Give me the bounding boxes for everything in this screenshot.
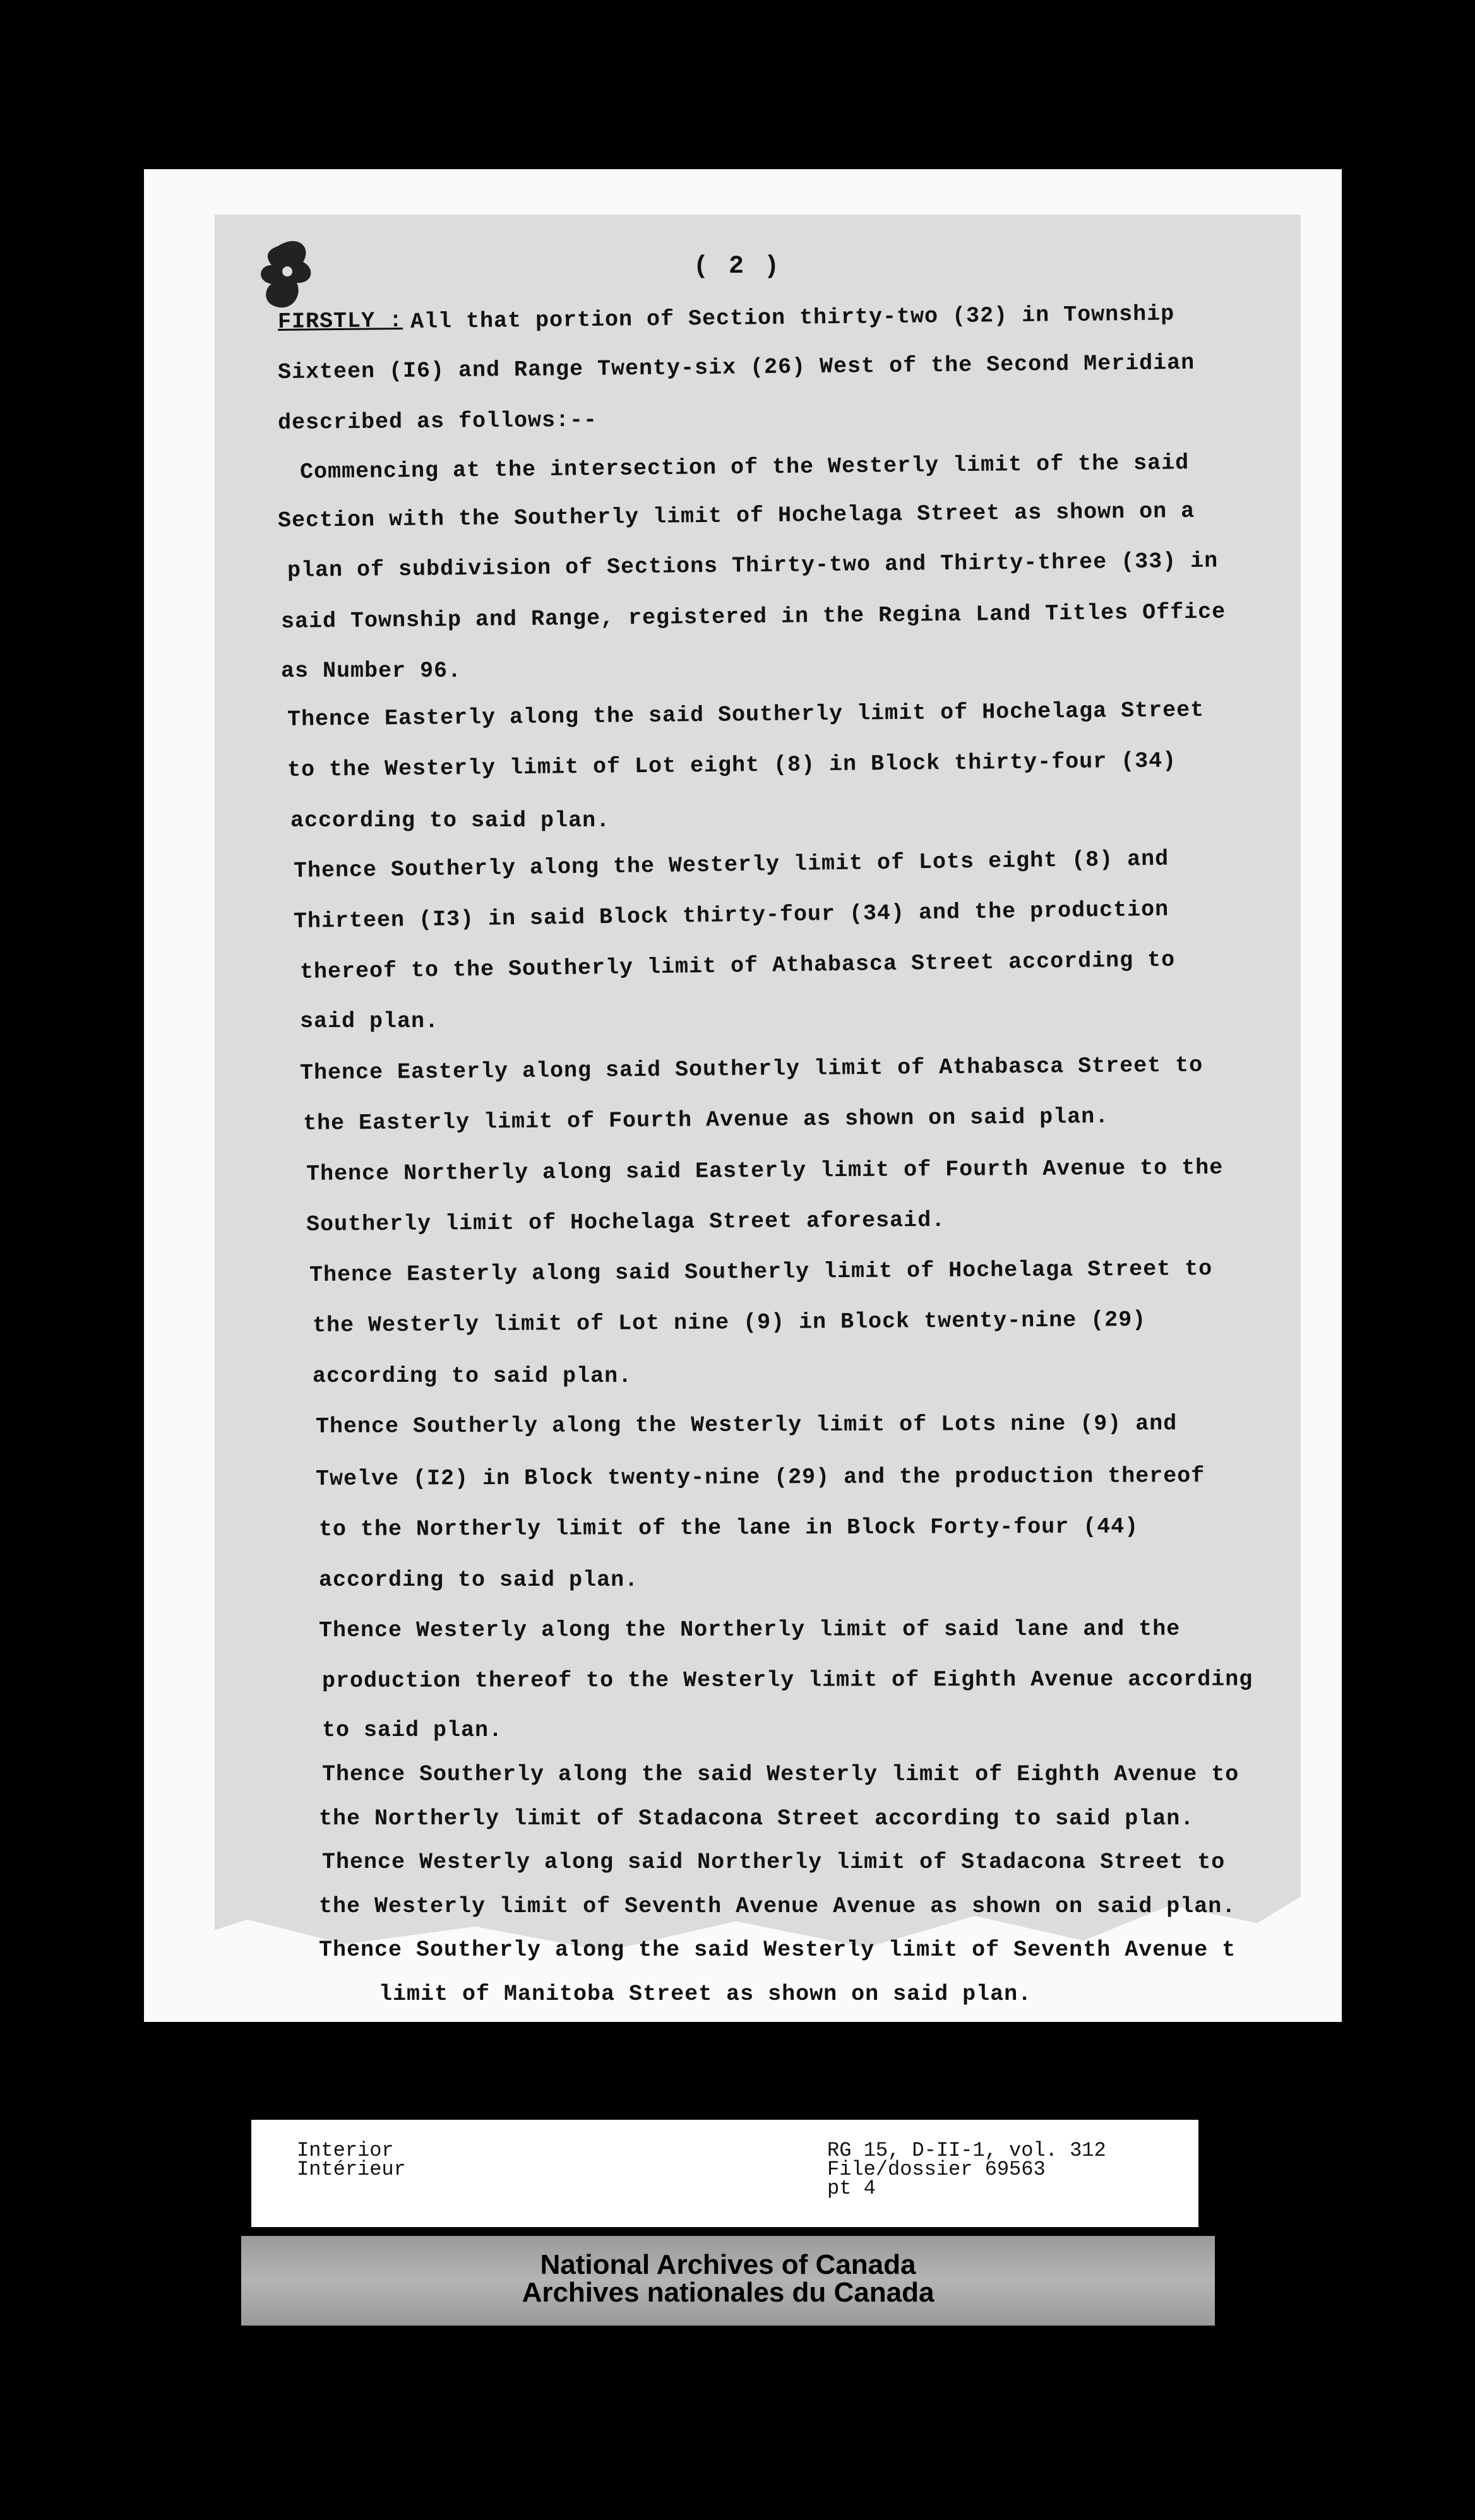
document-line: said Township and Range, registered in the Regina Land Titles Office [280, 599, 1226, 634]
document-line: the Northerly limit of Stadacona Street according to said plan. [319, 1806, 1195, 1831]
department-fr: Intérieur [297, 2158, 406, 2181]
reference-label [251, 2120, 1198, 2227]
document-line: Commencing at the intersection of the Westerly limit of the said [299, 450, 1190, 485]
document-line: Thirteen (I3) in said Block thirty-four (34) and the production [293, 896, 1169, 934]
document-line: said plan. [300, 1009, 439, 1034]
document-line: Thence Northerly along said Easterly limit of Fourth Avenue to the [306, 1155, 1224, 1187]
archives-banner [241, 2236, 1215, 2326]
document-line: Thence Easterly along said Southerly limit of Athabasca Street to [299, 1052, 1203, 1086]
document-line: to said plan. [322, 1718, 503, 1743]
document-line: Thence Westerly along said Northerly limit of Stadacona Street to [322, 1850, 1226, 1875]
document-line: Thence Southerly along the Westerly limit of Lots eight (8) and [293, 846, 1169, 884]
document-line: described as follows:-- [277, 407, 598, 436]
document-line: the Easterly limit of Fourth Avenue as shown on said plan. [302, 1103, 1109, 1136]
reference-line-1: RG 15, D-II-1, vol. 312 [827, 2139, 1106, 2162]
page-number: ( 2 ) [693, 253, 782, 281]
document-line: production thereof to the Westerly limit of Eighth Avenue according [321, 1667, 1253, 1694]
document-line: Twelve (I2) in Block twenty-nine (29) and the production thereof [315, 1463, 1205, 1492]
document-line: Thence Southerly along the said Westerly limit of Eighth Avenue to [322, 1762, 1239, 1787]
document-line: Southerly limit of Hochelaga Street aforesaid. [306, 1207, 946, 1237]
document-line: Thence Westerly along the Northerly limit of said lane and the [318, 1616, 1181, 1643]
document-line: limit of Manitoba Street as shown on said plan. [379, 1982, 1032, 2007]
department-en: Interior [297, 2139, 394, 2162]
document-line: plan of subdivision of Sections Thirty-two and Thirty-three (33) in [287, 548, 1219, 583]
document-line: according to said plan. [290, 808, 611, 833]
document-line: Section with the Southerly limit of Hochelaga Street as shown on a [277, 498, 1195, 533]
document-line: as Number 96. [281, 658, 462, 684]
document-line: Thence Easterly along the said Southerly limit of Hochelaga Street [287, 697, 1205, 732]
document-line: to the Northerly limit of the lane in Block Forty-four (44) [318, 1514, 1139, 1542]
document-line: Thence Easterly along said Southerly limit of Hochelaga Street to [309, 1256, 1213, 1288]
document-line: the Westerly limit of Lot nine (9) in Block twenty-nine (29) [312, 1307, 1147, 1338]
archives-name-en: National Archives of Canada [540, 2249, 916, 2280]
document-line: Thence Southerly along the Westerly limit of Lots nine (9) and [315, 1411, 1178, 1439]
document-line: according to said plan. [313, 1364, 633, 1389]
document-line: All that portion of Section thirty-two (32) in Township [410, 301, 1175, 335]
firstly-heading: FIRSTLY : [277, 307, 403, 335]
document-line: Sixteen (I6) and Range Twenty-six (26) West of the Second Meridian [277, 350, 1195, 385]
document-line: the Westerly limit of Seventh Avenue Avenue as shown on said plan. [319, 1894, 1236, 1919]
reference-line-2: File/dossier 69563 [827, 2158, 1046, 2181]
document-line: thereof to the Southerly limit of Athabasca Street according to [299, 947, 1176, 985]
document-line: Thence Southerly along the said Westerly limit of Seventh Avenue t [319, 1937, 1236, 1963]
document-line: to the Westerly limit of Lot eight (8) in Block thirty-four (34) [287, 748, 1177, 783]
reference-line-3: pt 4 [827, 2177, 876, 2200]
document-line: according to said plan. [319, 1567, 639, 1593]
archives-name-fr: Archives nationales du Canada [522, 2277, 935, 2308]
